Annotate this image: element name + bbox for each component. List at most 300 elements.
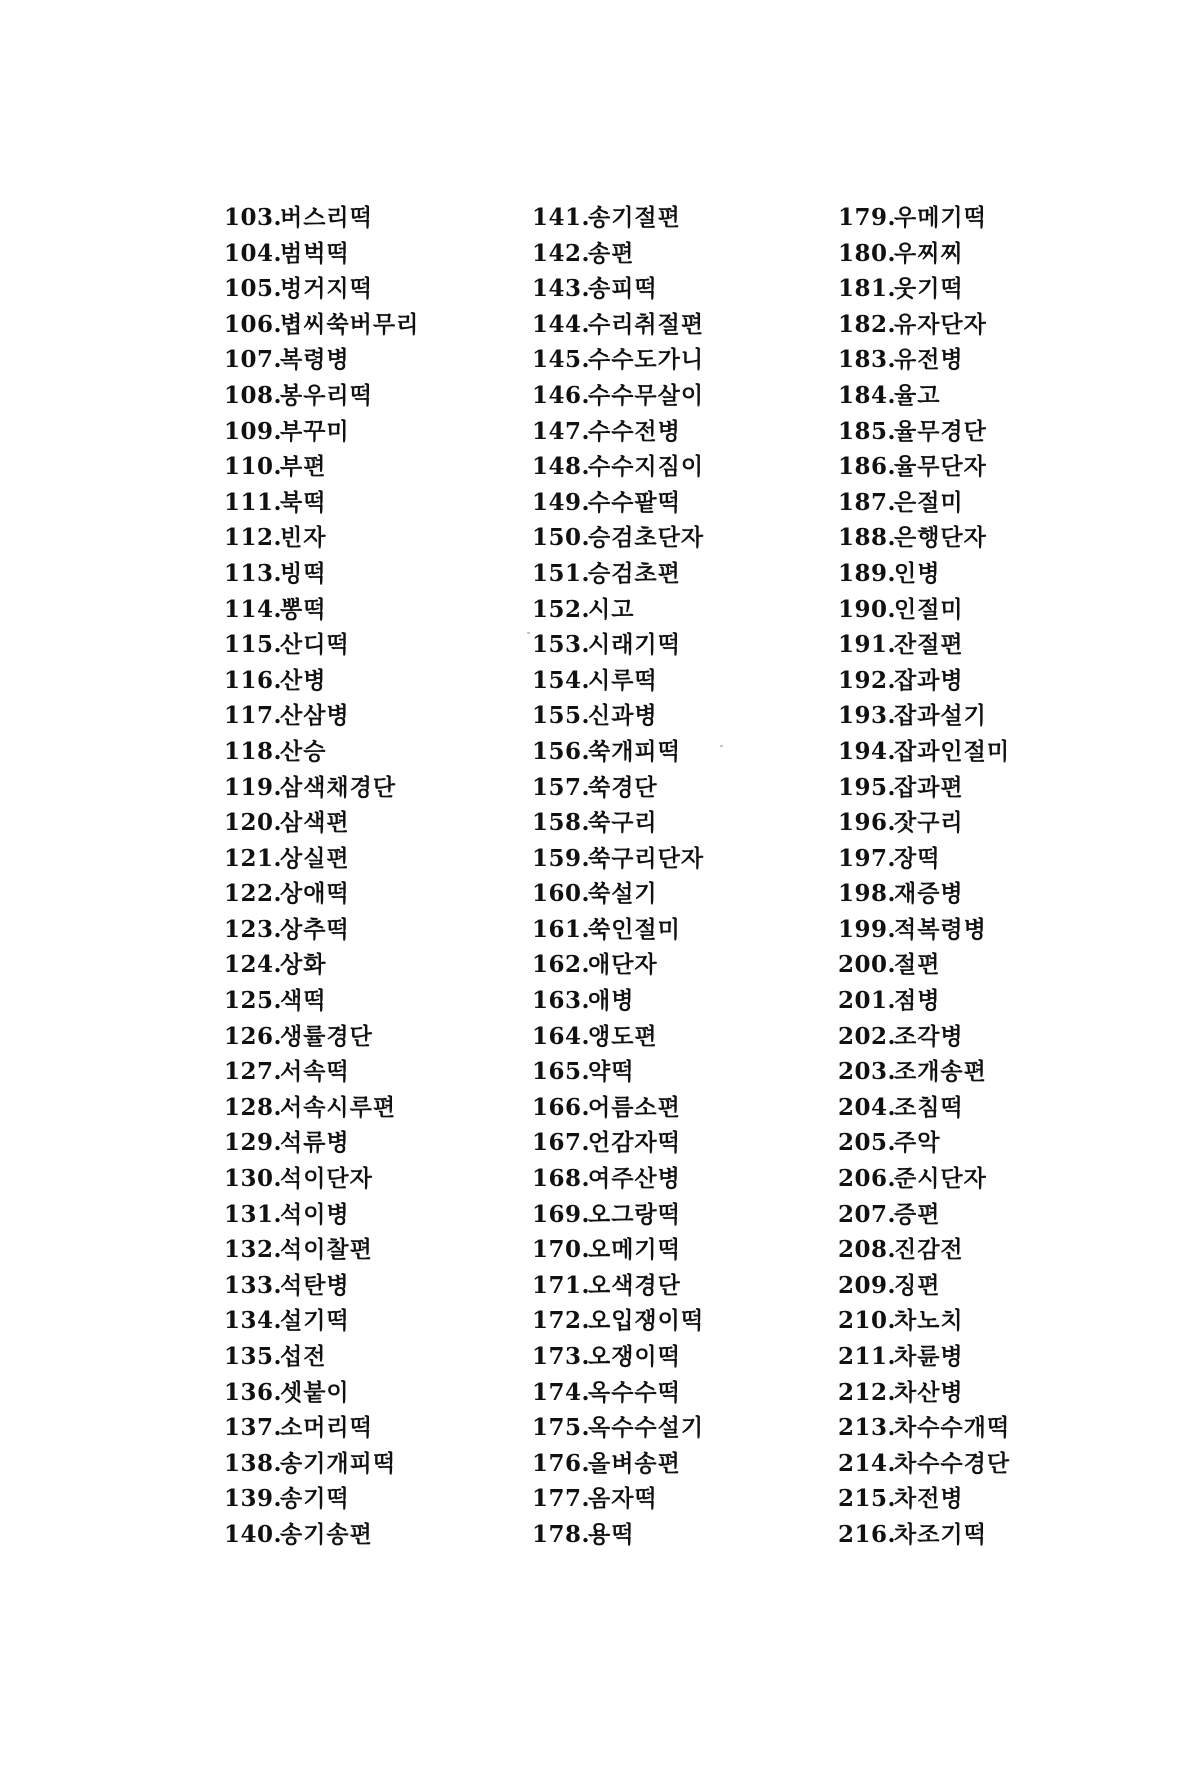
list-item: [838, 449, 1010, 485]
list-item: [224, 485, 419, 521]
item-name: 증편: [894, 1200, 941, 1228]
item-name: 버스리떡: [280, 204, 373, 231]
list-item: [224, 1019, 419, 1055]
item-number: 200.: [838, 951, 897, 979]
list-item: [532, 1197, 704, 1233]
item-number: 140.: [224, 1520, 283, 1548]
item-name: 재증병: [894, 880, 964, 908]
list-item: [224, 200, 419, 236]
list-item: [532, 342, 704, 378]
list-item: [532, 378, 704, 414]
list-item: [838, 236, 1010, 272]
list-item: [532, 1161, 704, 1197]
item-number: 150.: [532, 524, 591, 552]
item-number: 195.: [838, 773, 897, 801]
item-number: 213.: [838, 1414, 897, 1442]
item-number: 119.: [224, 773, 283, 801]
item-name: 주악: [894, 1129, 941, 1157]
item-name: 수수팥떡: [588, 488, 681, 516]
item-number: 122.: [224, 880, 283, 908]
list-item: [838, 592, 1010, 628]
list-item: [838, 1375, 1010, 1411]
list-item: [224, 841, 419, 877]
item-name: 차륜병: [894, 1343, 964, 1370]
list-item: [532, 1481, 704, 1517]
item-name: 오색경단: [588, 1271, 681, 1299]
item-name: 옥수수설기: [588, 1414, 705, 1442]
list-item: [532, 556, 704, 592]
item-number: 167.: [532, 1129, 591, 1157]
list-item: [224, 1090, 419, 1126]
item-name: 오입쟁이떡: [588, 1307, 705, 1335]
list-item: [838, 770, 1010, 806]
item-name: 벙거지떡: [280, 275, 373, 303]
item-name: 앵도편: [588, 1022, 658, 1050]
list-item: [838, 342, 1010, 378]
item-number: 130.: [224, 1165, 283, 1193]
item-number: 174.: [532, 1378, 591, 1406]
item-number: 191.: [838, 631, 897, 659]
item-number: 124.: [224, 951, 283, 979]
item-number: 105.: [224, 275, 283, 303]
list-item: [838, 947, 1010, 983]
item-name: 생률경단: [280, 1022, 373, 1050]
item-name: 석류병: [280, 1129, 350, 1157]
item-name: 웃기떡: [894, 275, 964, 303]
item-name: 승검초편: [588, 559, 681, 587]
item-number: 190.: [838, 595, 897, 623]
list-item: [224, 627, 419, 663]
item-name: 산병: [280, 666, 327, 694]
item-number: 162.: [532, 951, 591, 979]
list-item: [838, 271, 1010, 307]
item-number: 115.: [224, 631, 283, 659]
item-name: 조각병: [894, 1022, 964, 1050]
item-name: 시루떡: [588, 666, 658, 694]
item-name: 약떡: [588, 1058, 635, 1086]
item-number: 143.: [532, 275, 591, 303]
list-item: [532, 770, 704, 806]
list-item: [224, 1517, 419, 1553]
item-number: 133.: [224, 1271, 283, 1299]
item-name: 오메기떡: [588, 1236, 681, 1264]
list-item: [224, 556, 419, 592]
list-item: [532, 1125, 704, 1161]
item-name: 여주산병: [588, 1165, 681, 1193]
list-item: [224, 983, 419, 1019]
item-number: 202.: [838, 1022, 897, 1050]
item-name: 율무경단: [894, 417, 987, 445]
item-name: 범벅떡: [280, 239, 350, 267]
item-name: 유전병: [894, 346, 964, 374]
list-item: [532, 1268, 704, 1304]
list-item: [532, 1090, 704, 1126]
item-name: 송기떡: [280, 1485, 350, 1513]
item-name: 잡과설기: [894, 702, 987, 730]
item-name: 석이찰편: [280, 1236, 373, 1264]
item-name: 상화: [280, 951, 327, 979]
item-number: 186.: [838, 453, 897, 481]
list-item: [224, 698, 419, 734]
list-item: [532, 414, 704, 450]
list-item: [838, 1090, 1010, 1126]
item-name: 적복령병: [894, 915, 987, 943]
item-name: 설기떡: [280, 1307, 350, 1335]
item-number: 214.: [838, 1449, 897, 1477]
list-item: [838, 307, 1010, 343]
item-number: 112.: [224, 524, 283, 552]
item-number: 207.: [838, 1200, 897, 1228]
list-item: [838, 841, 1010, 877]
item-number: 118.: [224, 737, 283, 765]
item-number: 208.: [838, 1236, 897, 1264]
list-item: [224, 342, 419, 378]
list-item: [224, 1339, 419, 1375]
item-number: 183.: [838, 346, 897, 374]
item-number: 210.: [838, 1307, 897, 1335]
item-number: 177.: [532, 1485, 591, 1513]
list-item: [838, 1125, 1010, 1161]
item-name: 인병: [894, 559, 941, 587]
item-number: 149.: [532, 488, 591, 516]
list-item: [224, 592, 419, 628]
item-name: 산승: [280, 737, 327, 765]
item-number: 175.: [532, 1414, 591, 1442]
item-number: 206.: [838, 1165, 897, 1193]
item-number: 187.: [838, 488, 897, 516]
item-number: 108.: [224, 381, 283, 409]
item-number: 145.: [532, 346, 591, 374]
item-name: 상추떡: [280, 915, 350, 943]
item-name: 장떡: [894, 844, 941, 872]
item-number: 171.: [532, 1271, 591, 1299]
list-item: [224, 805, 419, 841]
list-item: [532, 236, 704, 272]
item-name: 석탄병: [280, 1271, 350, 1299]
item-number: 128.: [224, 1093, 283, 1121]
item-name: 부꾸미: [280, 417, 350, 445]
item-number: 116.: [224, 666, 283, 694]
item-number: 173.: [532, 1343, 591, 1370]
item-number: 201.: [838, 987, 897, 1015]
list-item: [532, 200, 704, 236]
list-item: [224, 307, 419, 343]
item-number: 159.: [532, 844, 591, 872]
list-item: [838, 734, 1010, 770]
list-item: [838, 1303, 1010, 1339]
item-name: 송편: [588, 239, 635, 267]
list-item: [838, 414, 1010, 450]
item-name: 수수도가니: [588, 346, 705, 374]
list-item: [224, 1125, 419, 1161]
item-name: 서속시루편: [280, 1093, 397, 1121]
list-item: [224, 271, 419, 307]
list-column-2: [532, 200, 704, 1553]
list-item: [838, 1410, 1010, 1446]
list-item: [838, 1054, 1010, 1090]
item-name: 석이병: [280, 1200, 350, 1228]
list-item: [224, 734, 419, 770]
list-item: [838, 520, 1010, 556]
item-number: 151.: [532, 559, 591, 587]
list-item: [532, 271, 704, 307]
item-name: 애단자: [588, 951, 658, 979]
item-number: 104.: [224, 239, 283, 267]
item-number: 137.: [224, 1414, 283, 1442]
list-item: [224, 1161, 419, 1197]
list-item: [224, 1410, 419, 1446]
list-item: [224, 1054, 419, 1090]
item-number: 212.: [838, 1378, 897, 1406]
item-number: 129.: [224, 1129, 283, 1157]
item-number: 182.: [838, 310, 897, 338]
item-number: 184.: [838, 381, 897, 409]
item-number: 138.: [224, 1449, 283, 1477]
item-name: 상애떡: [280, 880, 350, 908]
item-number: 142.: [532, 239, 591, 267]
list-item: [838, 1481, 1010, 1517]
item-number: 216.: [838, 1520, 897, 1548]
item-number: 127.: [224, 1058, 283, 1086]
list-item: [224, 663, 419, 699]
item-number: 197.: [838, 844, 897, 872]
list-item: [838, 627, 1010, 663]
list-item: [224, 770, 419, 806]
list-item: [532, 912, 704, 948]
list-item: [532, 592, 704, 628]
item-name: 볍씨쑥버무리: [280, 310, 420, 338]
item-name: 오쟁이떡: [588, 1343, 681, 1370]
list-item: [224, 520, 419, 556]
item-name: 시고: [588, 595, 635, 623]
item-number: 196.: [838, 809, 897, 837]
item-name: 빙떡: [280, 559, 327, 587]
item-name: 은절미: [894, 488, 964, 516]
item-name: 봉우리떡: [280, 381, 373, 409]
item-name: 어름소편: [588, 1093, 681, 1121]
list-item: [532, 1375, 704, 1411]
list-item: [838, 556, 1010, 592]
item-number: 189.: [838, 559, 897, 587]
item-number: 178.: [532, 1520, 591, 1548]
list-item: [838, 1197, 1010, 1233]
item-number: 164.: [532, 1022, 591, 1050]
item-name: 셋붙이: [280, 1378, 350, 1406]
list-item: [224, 947, 419, 983]
item-name: 올벼송편: [588, 1449, 681, 1477]
item-number: 136.: [224, 1378, 283, 1406]
list-column-1: [224, 200, 419, 1553]
item-name: 복령병: [280, 346, 350, 374]
item-number: 157.: [532, 773, 591, 801]
item-number: 131.: [224, 1200, 283, 1228]
item-name: 삼색채경단: [280, 773, 397, 801]
item-number: 194.: [838, 737, 897, 765]
item-number: 120.: [224, 809, 283, 837]
item-name: 잣구리: [894, 809, 964, 837]
item-number: 113.: [224, 559, 283, 587]
item-name: 석이단자: [280, 1165, 373, 1193]
item-name: 빈자: [280, 524, 327, 552]
list-item: [224, 449, 419, 485]
item-number: 198.: [838, 880, 897, 908]
item-number: 192.: [838, 666, 897, 694]
list-item: [224, 876, 419, 912]
item-name: 수수무살이: [588, 381, 705, 409]
list-item: [532, 698, 704, 734]
list-item: [224, 1197, 419, 1233]
list-item: [838, 983, 1010, 1019]
item-name: 쑥구리: [588, 809, 658, 837]
item-number: 215.: [838, 1485, 897, 1513]
list-item: [224, 1375, 419, 1411]
list-item: [838, 1268, 1010, 1304]
scan-speck: [720, 745, 723, 747]
list-item: [838, 1019, 1010, 1055]
item-name: 뽕떡: [280, 595, 327, 623]
item-number: 109.: [224, 417, 283, 445]
item-name: 수리취절편: [588, 310, 705, 338]
item-number: 211.: [838, 1343, 897, 1370]
item-name: 잡과병: [894, 666, 964, 694]
item-name: 애병: [588, 987, 635, 1015]
item-name: 쑥개피떡: [588, 737, 681, 765]
item-name: 서속떡: [280, 1058, 350, 1086]
item-name: 조침떡: [894, 1093, 964, 1121]
list-item: [532, 947, 704, 983]
list-item: [838, 200, 1010, 236]
item-number: 168.: [532, 1165, 591, 1193]
item-name: 수수지짐이: [588, 453, 705, 481]
item-name: 색떡: [280, 987, 327, 1015]
list-item: [532, 1339, 704, 1375]
item-number: 176.: [532, 1449, 591, 1477]
item-name: 부편: [280, 453, 327, 481]
item-name: 유자단자: [894, 310, 987, 338]
item-name: 준시단자: [894, 1165, 987, 1193]
item-name: 차노치: [894, 1307, 964, 1335]
item-name: 옥수수떡: [588, 1378, 681, 1406]
item-name: 조개송편: [894, 1058, 987, 1086]
item-number: 146.: [532, 381, 591, 409]
item-number: 139.: [224, 1485, 283, 1513]
list-item: [838, 1161, 1010, 1197]
item-name: 옴자떡: [588, 1485, 658, 1513]
item-number: 141.: [532, 204, 591, 231]
item-number: 132.: [224, 1236, 283, 1264]
item-number: 121.: [224, 844, 283, 872]
item-number: 160.: [532, 880, 591, 908]
item-number: 106.: [224, 310, 283, 338]
item-number: 185.: [838, 417, 897, 445]
item-name: 북떡: [280, 488, 327, 516]
item-name: 시래기떡: [588, 631, 681, 659]
item-name: 율무단자: [894, 453, 987, 481]
list-item: [838, 378, 1010, 414]
item-number: 103.: [224, 204, 283, 231]
item-name: 진감전: [894, 1236, 964, 1264]
list-item: [224, 378, 419, 414]
item-number: 165.: [532, 1058, 591, 1086]
list-item: [532, 627, 704, 663]
item-number: 170.: [532, 1236, 591, 1264]
list-item: [838, 1517, 1010, 1553]
item-name: 차전병: [894, 1485, 964, 1513]
item-name: 쑥인절미: [588, 915, 681, 943]
item-number: 163.: [532, 987, 591, 1015]
item-number: 193.: [838, 702, 897, 730]
item-number: 147.: [532, 417, 591, 445]
item-name: 송기절편: [588, 204, 681, 231]
item-number: 209.: [838, 1271, 897, 1299]
item-number: 188.: [838, 524, 897, 552]
item-name: 쑥구리단자: [588, 844, 705, 872]
list-item: [532, 449, 704, 485]
list-item: [224, 1303, 419, 1339]
item-number: 179.: [838, 204, 897, 231]
list-item: [224, 1481, 419, 1517]
list-column-3: [838, 200, 1010, 1553]
item-name: 점병: [894, 987, 941, 1015]
item-name: 잡과인절미: [894, 737, 1011, 765]
list-item: [838, 876, 1010, 912]
list-item: [838, 1339, 1010, 1375]
item-name: 용떡: [588, 1520, 635, 1548]
item-number: 161.: [532, 915, 591, 943]
item-name: 우메기떡: [894, 204, 987, 231]
item-name: 신과병: [588, 702, 658, 730]
item-number: 117.: [224, 702, 283, 730]
item-number: 180.: [838, 239, 897, 267]
list-item: [224, 414, 419, 450]
item-name: 잡과편: [894, 773, 964, 801]
list-item: [532, 1054, 704, 1090]
item-name: 송피떡: [588, 275, 658, 303]
item-name: 삼색편: [280, 809, 350, 837]
list-item: [224, 1268, 419, 1304]
item-name: 차수수경단: [894, 1449, 1011, 1477]
list-item: [224, 912, 419, 948]
list-item: [532, 841, 704, 877]
list-item: [838, 912, 1010, 948]
list-item: [532, 485, 704, 521]
item-number: 107.: [224, 346, 283, 374]
item-name: 산디떡: [280, 631, 350, 659]
scan-speck: [527, 632, 530, 634]
item-name: 율고: [894, 381, 941, 409]
list-item: [532, 307, 704, 343]
item-number: 155.: [532, 702, 591, 730]
item-name: 차조기떡: [894, 1520, 987, 1548]
item-number: 153.: [532, 631, 591, 659]
list-item: [532, 663, 704, 699]
list-item: [532, 734, 704, 770]
item-number: 148.: [532, 453, 591, 481]
list-item: [532, 1410, 704, 1446]
list-item: [838, 698, 1010, 734]
list-item: [224, 1232, 419, 1268]
item-name: 송기개피떡: [280, 1449, 397, 1477]
item-number: 125.: [224, 987, 283, 1015]
item-number: 181.: [838, 275, 897, 303]
list-item: [224, 1446, 419, 1482]
item-name: 인절미: [894, 595, 964, 623]
item-name: 섭전: [280, 1343, 327, 1370]
item-number: 205.: [838, 1129, 897, 1157]
list-item: [838, 805, 1010, 841]
item-number: 126.: [224, 1022, 283, 1050]
item-number: 135.: [224, 1343, 283, 1370]
